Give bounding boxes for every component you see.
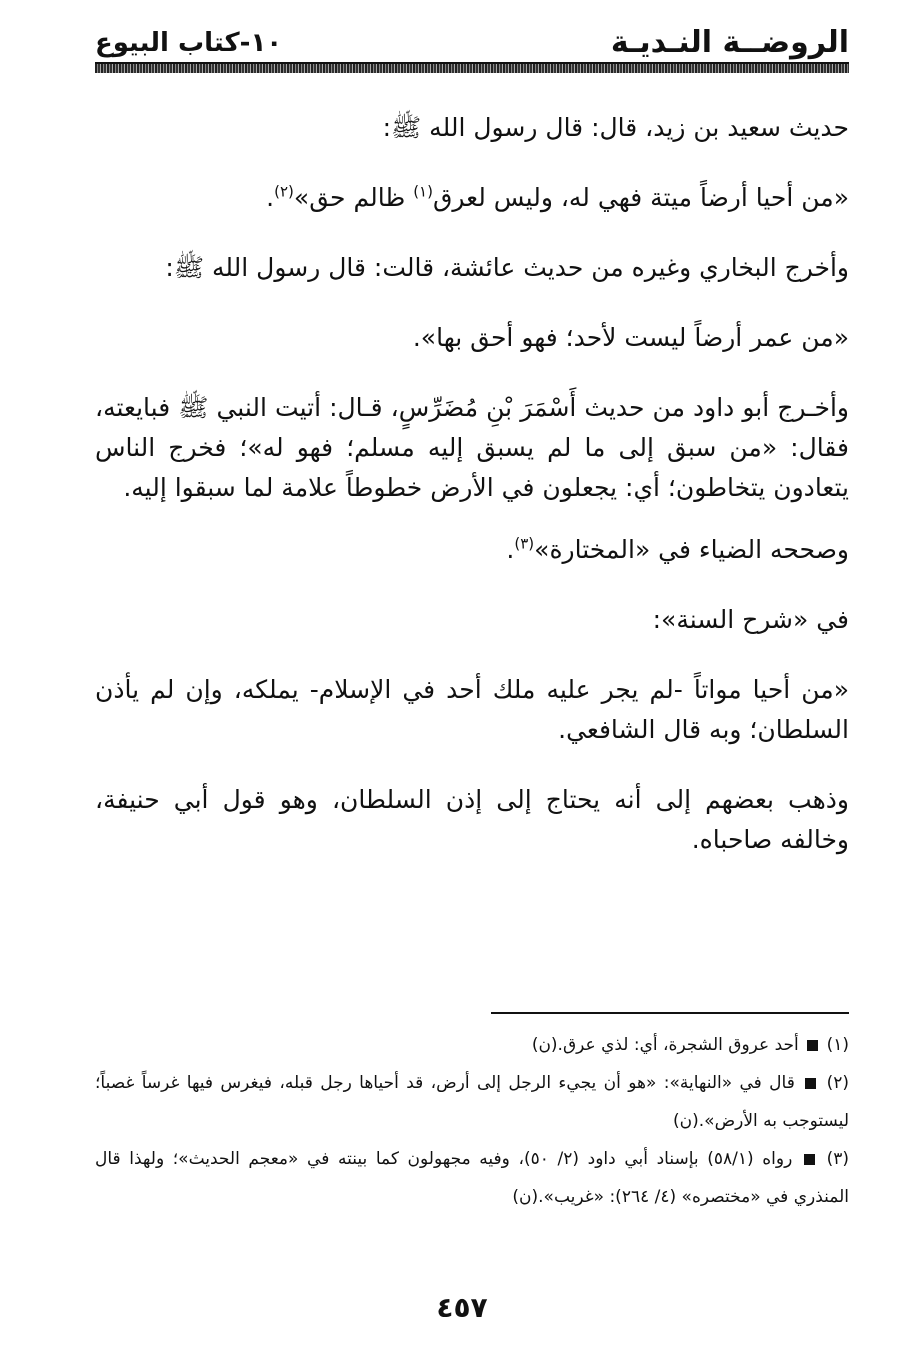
- square-bullet-icon: [807, 1040, 818, 1051]
- paragraph: في «شرح السنة»:: [652, 605, 849, 634]
- paragraph: [95, 178, 849, 218]
- hadith-text: ظالم حق»: [293, 183, 406, 212]
- period: .: [506, 535, 515, 564]
- period: .: [266, 183, 275, 212]
- book-title: الروضــة النـديـة: [610, 25, 849, 60]
- hadith-text: «من أحيا أرضاً ميتة فهي له، وليس لعرق: [432, 183, 849, 212]
- paragraph: حديث سعيد بن زيد، قال: قال رسول الله ﷺ:: [382, 113, 849, 142]
- footnote: [95, 1064, 849, 1140]
- footnote-number: (٢): [826, 1073, 850, 1093]
- paragraph: «من أحيا مواتاً -لم يجر عليه ملك أحد في الإسلام- يملكه، وإن لم يأذن السلطان؛ وبه قال الشافعي.: [95, 675, 849, 744]
- footnote-text: رواه (٥٨/١) بإسناد أبي داود (٢/ ٥٠)، وفيه مجهولون كما بينته في «معجم الحديث»؛ ولهذا قال المنذري في «مختصره» (٤/ ٢٦٤): «غريب».(ن): [95, 1149, 849, 1207]
- square-bullet-icon: [805, 1078, 816, 1089]
- square-bullet-icon: [804, 1154, 815, 1165]
- chapter-title: ١٠-كتاب البيوع: [95, 28, 283, 58]
- footnote-ref[interactable]: (٢): [274, 182, 294, 201]
- paragraph: وأخـرج أبو داود من حديث أَسْمَرَ بْنِ مُضَرِّسٍ، قـال: أتيت النبي ﷺ فبايعته، فقال: «من سبق إلى ما لم يسبق إليه مسلم؛ فهو له»؛ فخرج الناس يتعادون يتخاطون؛ أي: يجعلون في الأرض خطوطاً علامة لما سبقوا إليه.: [95, 393, 849, 502]
- footnotes: [95, 1026, 849, 1216]
- footnote-ref[interactable]: (٣): [514, 534, 535, 553]
- paragraph: وأخرج البخاري وغيره من حديث عائشة، قالت: قال رسول الله ﷺ:: [165, 253, 849, 282]
- header-rule: [95, 62, 849, 73]
- footnote: [95, 1140, 849, 1216]
- running-header: [95, 20, 849, 60]
- footnote-text: قال في «النهاية»: «هو أن يجيء الرجل إلى أرض، قد أحياها رجل قبله، فيغرس فيها غرساً غصباً؛ ليستوجب به الأرض».(ن): [95, 1073, 849, 1131]
- paragraph: وذهب بعضهم إلى أنه يحتاج إلى إذن السلطان، وهو قول أبي حنيفة، وخالفه صاحباه.: [95, 785, 849, 854]
- main-text: [95, 108, 849, 890]
- footnote-text: أحد عروق الشجرة، أي: لذي عرق.(ن): [531, 1035, 799, 1055]
- footnote-number: (٣): [826, 1149, 849, 1169]
- paragraph: [95, 530, 849, 570]
- footnote-number: (١): [826, 1035, 849, 1055]
- footnote-ref[interactable]: (١): [413, 182, 433, 201]
- footnote-separator: [491, 1012, 849, 1014]
- paragraph: «من عمر أرضاً ليست لأحد؛ فهو أحق بها».: [412, 323, 849, 352]
- footnote: [95, 1026, 849, 1064]
- paragraph-text: وصححه الضياء في «المختارة»: [534, 535, 849, 564]
- page-number: ٤٥٧: [436, 1291, 488, 1324]
